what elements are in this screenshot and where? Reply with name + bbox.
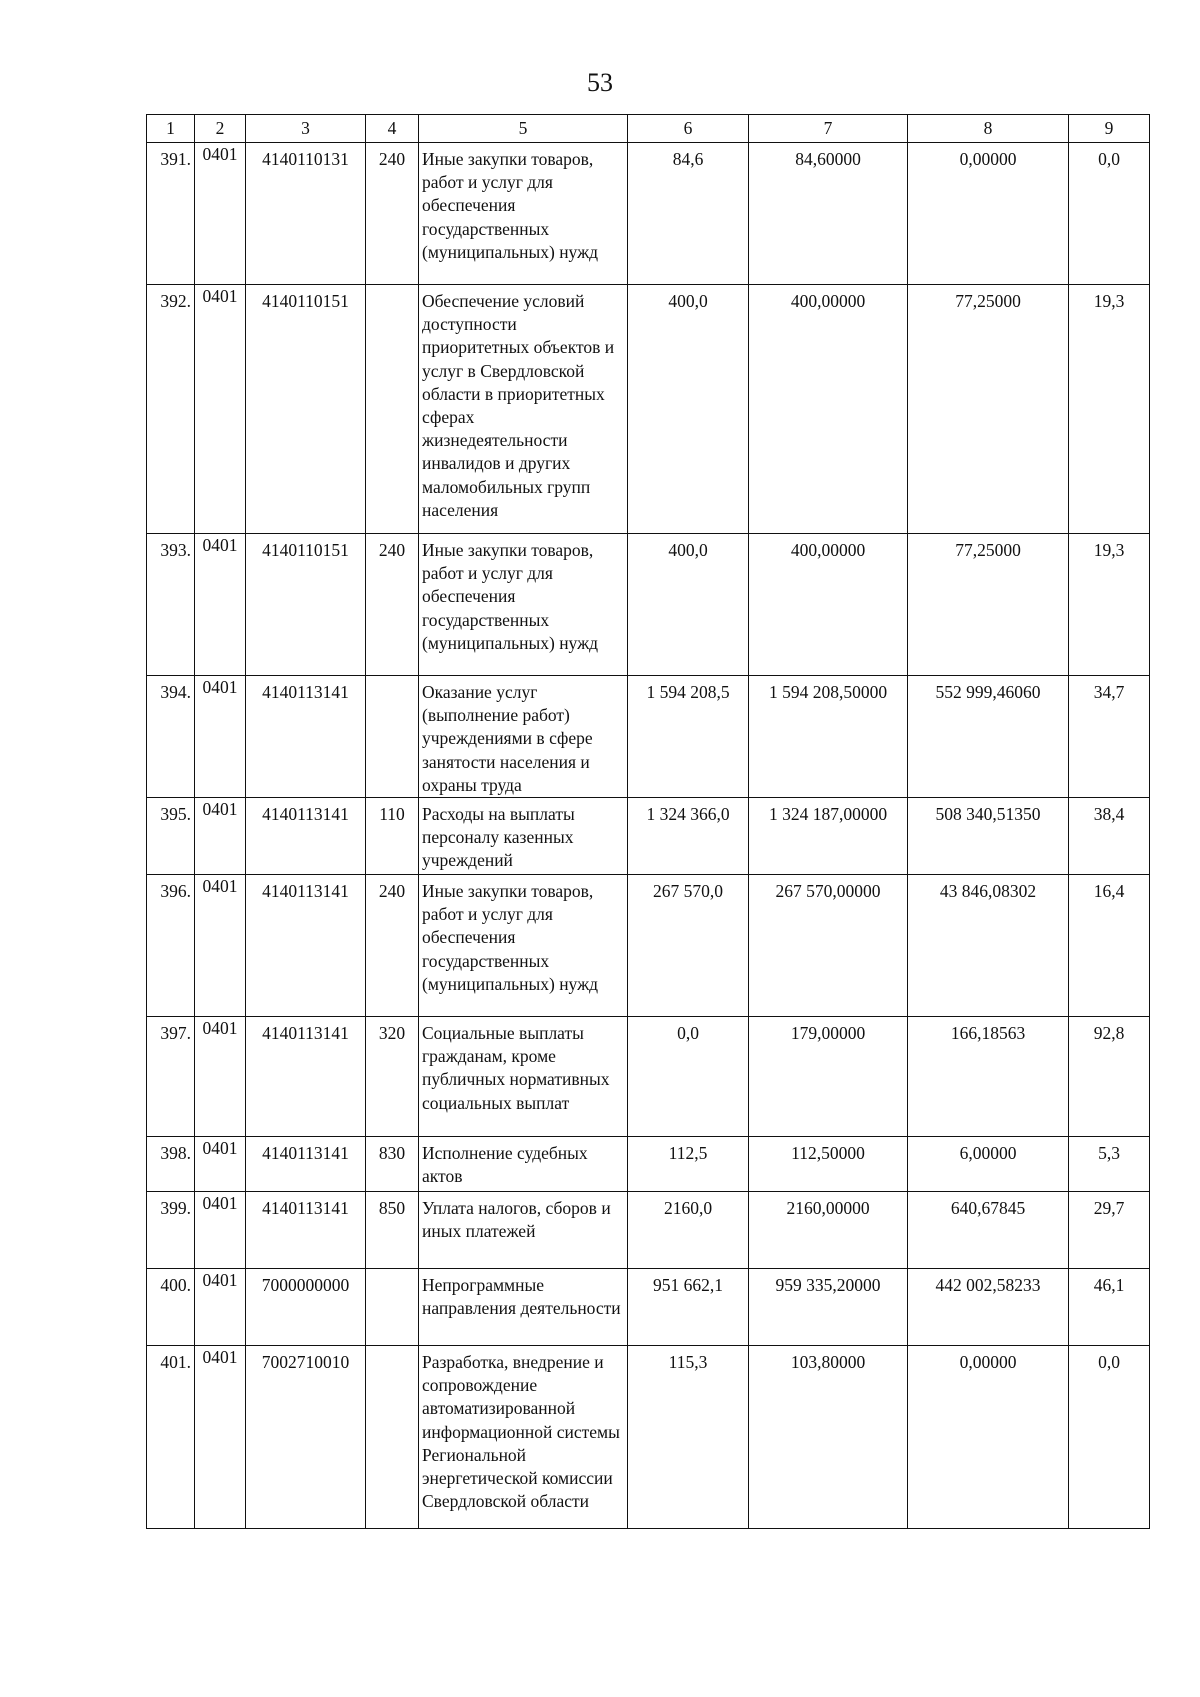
target-code: 4140110131 [246, 143, 366, 285]
value-col-9: 19,3 [1069, 534, 1150, 676]
value-col-8: 552 999,46060 [908, 676, 1069, 798]
header-row [147, 115, 1150, 143]
value-col-8: 0,00000 [908, 143, 1069, 285]
header-cell: 2 [195, 115, 246, 143]
value-col-8: 6,00000 [908, 1137, 1069, 1192]
row-number: 400. [147, 1269, 195, 1346]
item-name: Обеспечение условий доступности приоритетных объектов и услуг в Свердловской области в приоритетных сферах жизнедеятельности инвалидов и других маломобильных групп населения [419, 285, 628, 534]
table-row [147, 143, 1150, 285]
target-code: 4140113141 [246, 676, 366, 798]
table-row [147, 1137, 1150, 1192]
header-cell: 1 [147, 115, 195, 143]
target-code: 7002710010 [246, 1346, 366, 1529]
value-col-7: 112,50000 [749, 1137, 908, 1192]
target-code: 4140110151 [246, 285, 366, 534]
row-number: 395. [147, 798, 195, 875]
header-cell: 9 [1069, 115, 1150, 143]
target-code: 4140110151 [246, 534, 366, 676]
value-col-9: 0,0 [1069, 143, 1150, 285]
value-col-9: 0,0 [1069, 1346, 1150, 1529]
row-number: 401. [147, 1346, 195, 1529]
expense-type-code: 320 [366, 1017, 419, 1137]
row-number: 396. [147, 875, 195, 1017]
value-col-7: 179,00000 [749, 1017, 908, 1137]
value-col-6: 2160,0 [628, 1192, 749, 1269]
value-col-8: 508 340,51350 [908, 798, 1069, 875]
row-number: 391. [147, 143, 195, 285]
expense-type-code: 240 [366, 534, 419, 676]
row-number: 392. [147, 285, 195, 534]
table-row [147, 798, 1150, 875]
item-name: Оказание услуг (выполнение работ) учреждениями в сфере занятости населения и охраны труда [419, 676, 628, 798]
row-number: 394. [147, 676, 195, 798]
section-code: 0401 [195, 534, 246, 676]
section-code: 0401 [195, 143, 246, 285]
budget-table [146, 114, 1150, 1529]
header-cell: 8 [908, 115, 1069, 143]
expense-type-code [366, 1346, 419, 1529]
header-cell: 5 [419, 115, 628, 143]
value-col-9: 46,1 [1069, 1269, 1150, 1346]
item-name: Иные закупки товаров, работ и услуг для обеспечения государственных (муниципальных) нужд [419, 875, 628, 1017]
value-col-9: 29,7 [1069, 1192, 1150, 1269]
item-name: Расходы на выплаты персоналу казенных учреждений [419, 798, 628, 875]
value-col-8: 0,00000 [908, 1346, 1069, 1529]
section-code: 0401 [195, 1192, 246, 1269]
section-code: 0401 [195, 285, 246, 534]
value-col-9: 16,4 [1069, 875, 1150, 1017]
expense-type-code: 110 [366, 798, 419, 875]
table-row [147, 1192, 1150, 1269]
value-col-6: 400,0 [628, 534, 749, 676]
row-number: 398. [147, 1137, 195, 1192]
value-col-7: 1 594 208,50000 [749, 676, 908, 798]
item-name: Иные закупки товаров, работ и услуг для обеспечения государственных (муниципальных) нужд [419, 534, 628, 676]
expense-type-code [366, 285, 419, 534]
row-number: 399. [147, 1192, 195, 1269]
value-col-7: 103,80000 [749, 1346, 908, 1529]
value-col-7: 84,60000 [749, 143, 908, 285]
item-name: Иные закупки товаров, работ и услуг для обеспечения государственных (муниципальных) нужд [419, 143, 628, 285]
section-code: 0401 [195, 1269, 246, 1346]
table-row [147, 1346, 1150, 1529]
value-col-6: 400,0 [628, 285, 749, 534]
table-row [147, 676, 1150, 798]
value-col-9: 19,3 [1069, 285, 1150, 534]
value-col-6: 951 662,1 [628, 1269, 749, 1346]
expense-type-code: 240 [366, 875, 419, 1017]
table-row [147, 534, 1150, 676]
target-code: 7000000000 [246, 1269, 366, 1346]
value-col-8: 43 846,08302 [908, 875, 1069, 1017]
expense-type-code [366, 676, 419, 798]
value-col-7: 2160,00000 [749, 1192, 908, 1269]
section-code: 0401 [195, 798, 246, 875]
value-col-8: 442 002,58233 [908, 1269, 1069, 1346]
value-col-8: 640,67845 [908, 1192, 1069, 1269]
item-name: Непрограммные направления деятельности [419, 1269, 628, 1346]
table-row [147, 285, 1150, 534]
value-col-6: 115,3 [628, 1346, 749, 1529]
value-col-7: 1 324 187,00000 [749, 798, 908, 875]
value-col-6: 267 570,0 [628, 875, 749, 1017]
table-row [147, 1017, 1150, 1137]
target-code: 4140113141 [246, 1137, 366, 1192]
target-code: 4140113141 [246, 798, 366, 875]
expense-type-code [366, 1269, 419, 1346]
table-body [147, 143, 1150, 1529]
value-col-8: 166,18563 [908, 1017, 1069, 1137]
value-col-6: 112,5 [628, 1137, 749, 1192]
value-col-6: 1 594 208,5 [628, 676, 749, 798]
row-number: 397. [147, 1017, 195, 1137]
value-col-9: 34,7 [1069, 676, 1150, 798]
target-code: 4140113141 [246, 1192, 366, 1269]
value-col-8: 77,25000 [908, 534, 1069, 676]
value-col-7: 959 335,20000 [749, 1269, 908, 1346]
value-col-7: 267 570,00000 [749, 875, 908, 1017]
item-name: Разработка, внедрение и сопровождение автоматизированной информационной системы Региональной энергетической комиссии Свердловской области [419, 1346, 628, 1529]
section-code: 0401 [195, 1017, 246, 1137]
value-col-7: 400,00000 [749, 534, 908, 676]
target-code: 4140113141 [246, 1017, 366, 1137]
expense-type-code: 830 [366, 1137, 419, 1192]
row-number: 393. [147, 534, 195, 676]
value-col-9: 5,3 [1069, 1137, 1150, 1192]
target-code: 4140113141 [246, 875, 366, 1017]
value-col-6: 0,0 [628, 1017, 749, 1137]
item-name: Исполнение судебных актов [419, 1137, 628, 1192]
item-name: Социальные выплаты гражданам, кроме публичных нормативных социальных выплат [419, 1017, 628, 1137]
header-cell: 6 [628, 115, 749, 143]
table-row [147, 1269, 1150, 1346]
value-col-6: 84,6 [628, 143, 749, 285]
value-col-8: 77,25000 [908, 285, 1069, 534]
expense-type-code: 850 [366, 1192, 419, 1269]
header-cell: 7 [749, 115, 908, 143]
section-code: 0401 [195, 875, 246, 1017]
value-col-9: 38,4 [1069, 798, 1150, 875]
expense-type-code: 240 [366, 143, 419, 285]
value-col-6: 1 324 366,0 [628, 798, 749, 875]
header-cell: 4 [366, 115, 419, 143]
value-col-7: 400,00000 [749, 285, 908, 534]
value-col-9: 92,8 [1069, 1017, 1150, 1137]
page-number: 53 [587, 68, 613, 97]
header-cell: 3 [246, 115, 366, 143]
table-row [147, 875, 1150, 1017]
section-code: 0401 [195, 676, 246, 798]
item-name: Уплата налогов, сборов и иных платежей [419, 1192, 628, 1269]
section-code: 0401 [195, 1346, 246, 1529]
section-code: 0401 [195, 1137, 246, 1192]
